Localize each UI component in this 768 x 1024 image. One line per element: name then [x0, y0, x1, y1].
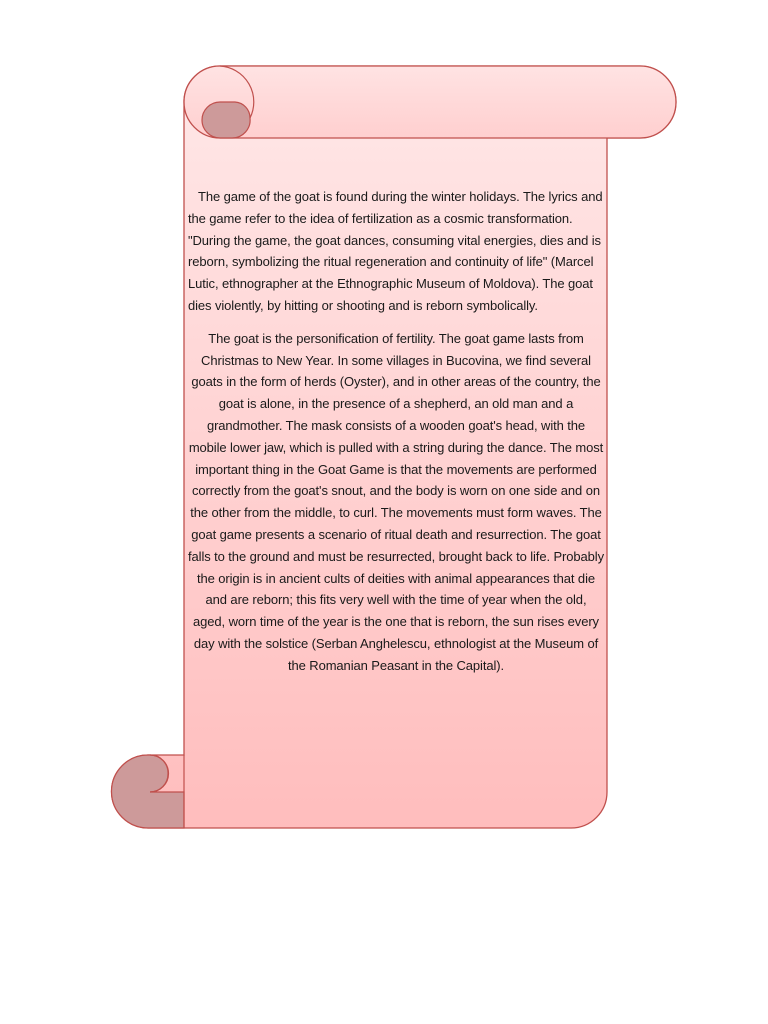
scroll-text-block [188, 186, 604, 677]
scroll-top-roll [184, 66, 676, 138]
paragraph-2: The goat is the personification of fertility. The goat game lasts from Christmas to New Year. In some villages in Bucovina, we find several goats in the form of herds (Oyster), and in other areas of the country, the goat is alone, in the presence of a shepherd, an old man and a grandmother. The mask consists of a wooden goat's head, with the mobile lower jaw, which is pulled with a string during the dance. The most important thing in the Goat Game is that the movements are performed correctly from the goat's snout, and the body is worn on one side and on the other from the middle, to curl. The movements must form waves. The goat game presents a scenario of ritual death and resurrection. The goat falls to the ground and must be resurrected, brought back to life. Probably the origin is in ancient cults of deities with animal appearances that die and are reborn; this fits very well with the time of year when the old, aged, worn time of the year is the one that is reborn, the sun rises every day with the solstice (Serban Anghelescu, ethnologist at the Museum of the Romanian Peasant in the Capital). [188, 330, 604, 673]
scroll-top-curl [202, 102, 250, 138]
paragraph-1: The game of the goat is found during the winter holidays. The lyrics and the game refer to the idea of fertilization as a cosmic transformation. "During the game, the goat dances, consuming vital energies, dies and is reborn, symbolizing the ritual regeneration and continuity of life" (Marcel Lutic, ethnographer at the Ethnographic Museum of Moldova). The goat dies violently, by hitting or shooting and is reborn symbolically. [188, 189, 603, 313]
